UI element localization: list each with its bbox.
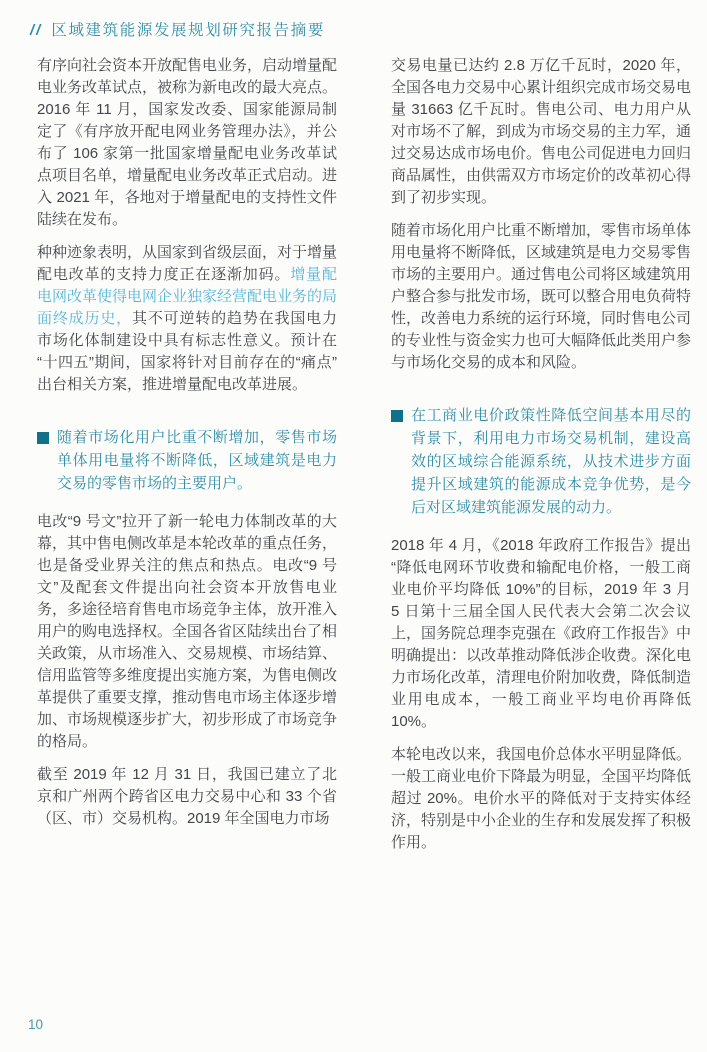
double-slash-icon: //: [30, 22, 43, 39]
square-bullet-icon: [391, 410, 403, 422]
heading-text: 在工商业电价政策性降低空间基本用尽的背景下，利用电力市场交易机制，建设高效的区域综合能源系统，从技术进步方面提升区域建筑的能源成本竞争优势，是今后对区域建筑能源发展的动力。: [411, 407, 691, 516]
key-point-heading: [37, 426, 337, 495]
paragraph: [37, 242, 337, 396]
paragraph: 电改“9 号文”拉开了新一轮电力体制改革的大幕，其中售电侧改革是本轮改革的重点任务，也是备受业界关注的焦点和热点。电改“9 号文”及配套文件提出向社会资本开放售电业务，多途径培育售电市场竞争主体，放开准入用户的购电选择权。全国各省区陆续出台了相关政策，从市场准入、交易规模、市场结算、信用监管等多维度提出实施方案，为售电侧改革提供了重要支撑，推动售电市场主体逐步增加、市场规模逐步扩大，初步形成了市场竞争的格局。: [37, 513, 338, 750]
two-column-body: [0, 55, 707, 865]
paragraph: 有序向社会资本开放配售电业务，启动增量配电业务改革试点，被称为新电改的最大亮点。2016 年 11 月，国家发改委、国家能源局制定了《有序放开配电网业务管理办法》，并公布了 106 家第一批国家增量配电业务改革试点项目名单，增量配电业务改革正式启动。进入 2021 年，各地对于增量配电的支持性文件陆续在发布。: [37, 57, 338, 228]
paragraph: 交易电量已达约 2.8 万亿千瓦时，2020 年，全国各电力交易中心累计组织完成市场交易电量 31663 亿千瓦时。售电公司、电力用户从对市场不了解，到成为市场交易的主力军，通过交易达成市场电价。售电公司促进电力回归商品属性，由供需双方市场定价的改革初心得到了初步实现。: [391, 57, 692, 206]
page-header: [0, 0, 707, 40]
key-point-heading: [391, 404, 691, 519]
left-column: [37, 55, 337, 865]
paragraph-text: 其不可逆转的趋势在我国电力市场化体制建设中具有标志性意义。预计在“十四五”期间，国家将针对目前存在的“痛点”出台相关方案，推进增量配电改革进展。: [37, 310, 337, 393]
page-title: 区域建筑能源发展规划研究报告摘要: [51, 22, 325, 39]
paragraph: 截至 2019 年 12 月 31 日，我国已建立了北京和广州两个跨省区电力交易中心和 33 个省（区、市）交易机构。2019 年全国电力市场: [37, 766, 337, 827]
square-bullet-icon: [37, 432, 49, 444]
highlighted-text: 增量配电网改革使得电网企业独家经营配电业务的局面终成历史，: [37, 266, 338, 327]
heading-text: 随着市场化用户比重不断增加，零售市场单体用电量将不断降低，区域建筑是电力交易的零售市场的主要用户。: [57, 429, 337, 492]
paragraph: 2018 年 4 月，《2018 年政府工作报告》提出“降低电网环节收费和输配电价格，一般工商业电价平均降低 10%”的目标，2019 年 3 月 5 日第十三届全国人民代表大会第二次会议上，国务院总理李克强在《政府工作报告》中明确提出：以改革推动降低涉企收费。深化电力市场化改革，清理电价附加收费，降低制造业用电成本，一般工商业平均电价再降低 10%。: [391, 537, 692, 730]
right-column: [391, 55, 691, 865]
paragraph-text: 种种迹象表明，从国家到省级层面，对于增量配电改革的支持力度正在逐渐加码。: [37, 244, 338, 283]
paragraph: 本轮电改以来，我国电价总体水平明显降低。一般工商业电价下降最为明显，全国平均降低超过 20%。电价水平的降低对于支持实体经济，特别是中小企业的生存和发展发挥了积极作用。: [391, 746, 692, 851]
page-footer: [28, 1017, 43, 1032]
page-number: 10: [28, 1017, 44, 1032]
paragraph: 随着市场化用户比重不断增加，零售市场单体用电量将不断降低，区域建筑是电力交易零售市场的主要用户。通过售电公司将区域建筑用户整合参与批发市场，既可以整合用电负荷特性，改善电力系统的运行环境，同时售电公司的专业性与资金实力也可大幅降低此类用户参与市场化交易的成本和风险。: [391, 222, 692, 371]
